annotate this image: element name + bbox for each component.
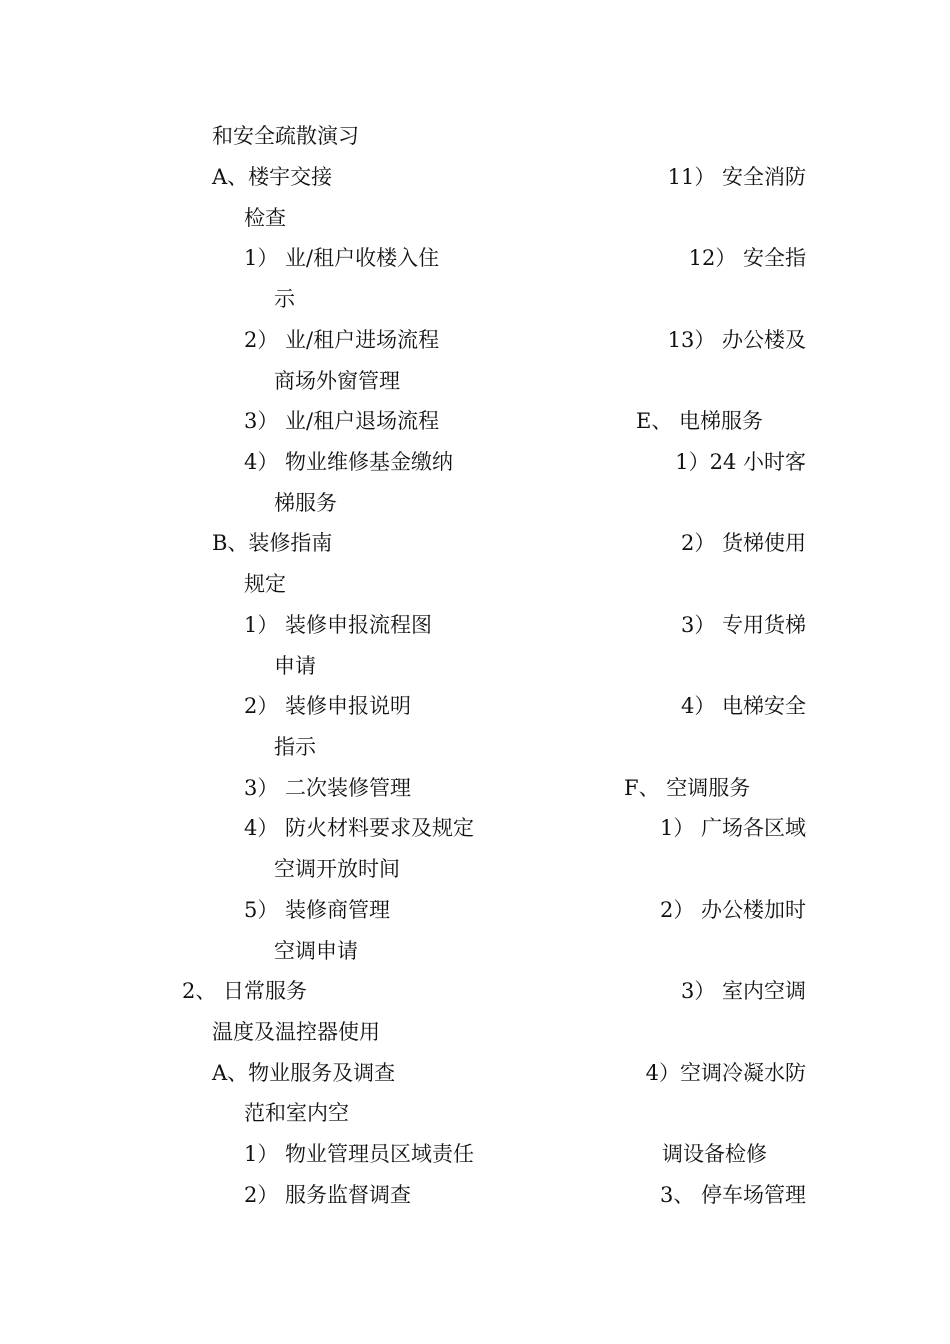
section-heading: F、 空调服务 (624, 776, 751, 800)
list-item: 1） 广场各区域 (659, 816, 806, 840)
list-item: 13） 办公楼及 (667, 328, 806, 352)
text-line: 规定 (244, 572, 286, 596)
list-item: 4） 物业维修基金缴纳 (244, 450, 454, 474)
section-heading: E、 电梯服务 (636, 409, 764, 433)
list-item: 2） 装修申报说明 (244, 694, 412, 718)
list-item: 1） 业/租户收楼入住 (244, 246, 440, 270)
list-item: 12） 安全指 (688, 246, 806, 270)
section-heading: 3、 停车场管理 (659, 1183, 806, 1207)
list-item: 1）24 小时客 (675, 450, 806, 474)
list-item: 3） 二次装修管理 (244, 776, 412, 800)
list-item: 2） 服务监督调查 (244, 1183, 412, 1207)
text-line: 指示 (274, 735, 316, 759)
text-line: 申请 (274, 654, 316, 678)
list-item: 2） 业/租户进场流程 (244, 328, 440, 352)
list-item: 2） 货梯使用 (680, 531, 806, 555)
list-item: 5） 装修商管理 (244, 898, 391, 922)
list-item: 3） 专用货梯 (680, 613, 806, 637)
text-line: 示 (274, 287, 295, 311)
text-line: 温度及温控器使用 (212, 1020, 380, 1044)
text-line: 空调开放时间 (274, 857, 400, 881)
list-item: 3） 室内空调 (680, 979, 806, 1003)
section-heading: B、装修指南 (212, 531, 333, 555)
section-heading: A、物业服务及调查 (212, 1061, 396, 1085)
text-line: 商场外窗管理 (274, 369, 400, 393)
list-item: 2） 办公楼加时 (659, 898, 806, 922)
list-item: 3） 业/租户退场流程 (244, 409, 440, 433)
text-line: 梯服务 (274, 491, 337, 515)
list-item: 4）空调冷凝水防 (645, 1061, 806, 1085)
list-item: 4） 电梯安全 (680, 694, 806, 718)
text-line: 和安全疏散演习 (212, 124, 359, 148)
list-item: 11） 安全消防 (667, 165, 806, 189)
text-line: 检查 (244, 206, 286, 230)
section-heading: 2、 日常服务 (182, 979, 308, 1003)
list-item: 1） 装修申报流程图 (244, 613, 433, 637)
section-heading: A、楼宇交接 (212, 165, 333, 189)
list-item: 4） 防火材料要求及规定 (244, 816, 475, 840)
text-line: 调设备检修 (662, 1142, 767, 1166)
text-line: 空调申请 (274, 939, 358, 963)
text-line: 范和室内空 (244, 1101, 349, 1125)
list-item: 1） 物业管理员区域责任 (244, 1142, 475, 1166)
